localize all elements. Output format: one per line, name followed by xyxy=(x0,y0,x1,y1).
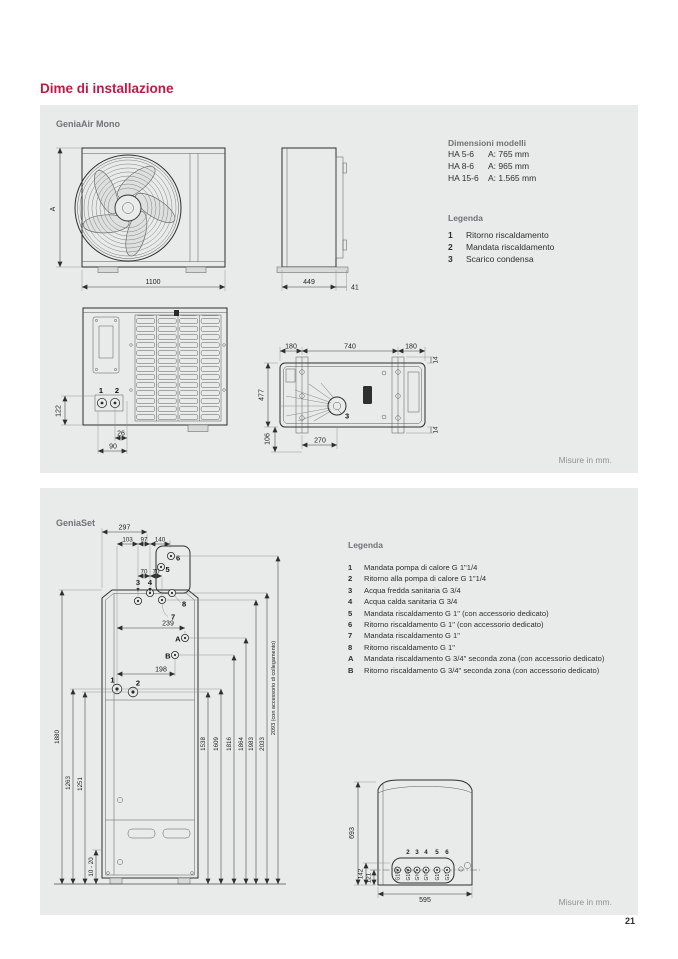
legend-item: A Mandata riscaldamento G 3/4" seconda zona (con accessorio dedicato) xyxy=(348,654,605,664)
point-3: 3 xyxy=(135,578,141,587)
legend-item: 7 Mandata riscaldamento G 1" xyxy=(348,631,460,641)
legend-item: 3 Scarico condensa xyxy=(448,254,534,264)
dim-1251: 1251 xyxy=(76,777,84,791)
pipe-size-4: G¾" xyxy=(424,870,430,881)
legend-item: 8 Ritorno riscaldamento G 1" xyxy=(348,642,455,652)
dim-14-top: 14 xyxy=(432,356,440,364)
dim-1983: 1983 xyxy=(247,737,255,751)
dim-2033: 2033 xyxy=(258,737,266,751)
geniaair-label: GeniaAir Mono xyxy=(56,119,121,129)
page-number: 21 xyxy=(624,916,635,926)
bottom-num-6: 6 xyxy=(445,849,449,856)
page-title: Dime di installazione xyxy=(40,81,174,96)
dim-1864: 1864 xyxy=(237,737,245,751)
legend-item: 2 Ritorno alla pompa di calore G 1"1/4 xyxy=(348,574,487,584)
legend-title: Legenda xyxy=(448,213,483,223)
front-view-fan-unit xyxy=(50,148,225,291)
model-row: HA 8-6 A: 965 mm xyxy=(448,161,530,171)
dim-14-bottom: 14 xyxy=(432,426,440,434)
legend-item: 4 Acqua calda sanitaria G 3/4 xyxy=(348,597,458,607)
dim-1538: 1538 xyxy=(199,737,207,751)
dim-122: 122 xyxy=(55,405,63,417)
dim-180-right: 180 xyxy=(405,343,417,351)
pipe-size-3: G¾" xyxy=(415,870,421,881)
dim-106: 106 xyxy=(264,433,272,445)
geniaset-bottom-view xyxy=(349,780,480,904)
legend-item: 3 Acqua fredda sanitaria G 3/4 xyxy=(348,585,461,595)
dim-121: 121 xyxy=(365,872,373,884)
bottom-num-3: 3 xyxy=(415,849,419,856)
legend-item: 6 Ritorno riscaldamento G 1" (con accessorio dedicato) xyxy=(348,620,544,630)
geniaset-front-view xyxy=(54,525,286,885)
point-2: 2 xyxy=(135,678,141,688)
dim-1880: 1880 xyxy=(53,730,61,744)
dim-width-1100: 1100 xyxy=(145,279,161,286)
point-6: 6 xyxy=(176,553,181,563)
dim-142: 142 xyxy=(357,868,365,880)
point-4: 4 xyxy=(147,578,153,587)
bottom-num-4: 4 xyxy=(424,849,428,856)
geniaset-panel xyxy=(40,488,638,915)
dim-595: 595 xyxy=(419,897,431,904)
dim-693: 693 xyxy=(349,827,356,839)
model-row: HA 15-6 A: 1.565 mm xyxy=(448,173,537,183)
dim-140: 140 xyxy=(154,536,166,544)
dim-239: 239 xyxy=(162,620,174,628)
dim-1263: 1263 xyxy=(64,776,72,790)
point-5: 5 xyxy=(165,565,170,574)
dim-297: 297 xyxy=(118,524,131,532)
dim-1816: 1816 xyxy=(225,737,233,751)
pipe-size-2: G1¼" xyxy=(406,867,412,881)
geniaset-legend xyxy=(348,540,636,676)
dim-477: 477 xyxy=(258,389,266,401)
dimensions-title: Dimensioni modelli xyxy=(448,138,526,148)
dim-270: 270 xyxy=(314,437,326,445)
legend-title: Legenda xyxy=(348,540,383,550)
dim-198: 198 xyxy=(155,666,167,674)
fan-icon xyxy=(75,153,181,263)
geniaair-info xyxy=(448,138,633,265)
point-8: 8 xyxy=(182,599,187,609)
pipe-size-6: G1" xyxy=(445,872,451,881)
point-7: 7 xyxy=(171,612,176,622)
back-view xyxy=(56,308,228,454)
dim-10-20: 10 - 20 xyxy=(87,857,95,877)
dim-180-left: 180 xyxy=(285,343,297,351)
model-row: HA 5-6 A: 765 mm xyxy=(448,149,530,159)
legend-item: 1 Ritorno riscaldamento xyxy=(448,230,549,240)
dim-740: 740 xyxy=(344,343,356,351)
dim-2093: 2093 (con accessorio di collegamento) xyxy=(270,640,277,736)
dim-103: 103 xyxy=(122,536,133,544)
dim-1609: 1609 xyxy=(212,737,220,751)
point-B: B xyxy=(165,651,171,661)
point-3: 3 xyxy=(345,411,350,421)
point-1: 1 xyxy=(110,675,115,685)
legend-item: 2 Mandata riscaldamento xyxy=(448,242,555,252)
point-A: A xyxy=(175,634,181,644)
legend-item: 1 Mandata pompa di calore G 1"1/4 xyxy=(348,563,478,572)
bottom-num-2: 2 xyxy=(406,849,410,856)
dim-70b: 70 xyxy=(152,568,160,576)
pipe-size-5: G1" xyxy=(435,872,441,881)
units-note: Misure in mm. xyxy=(558,897,612,907)
geniaair-panel xyxy=(40,105,638,473)
dim-height-a: A xyxy=(50,206,57,212)
bottom-num-5: 5 xyxy=(435,849,439,856)
dim-97: 97 xyxy=(140,536,148,544)
dim-26: 26 xyxy=(117,430,125,438)
legend-item: B Ritorno riscaldamento G 3/4" seconda zona (con accessorio dedicato) xyxy=(348,665,600,675)
point-1: 1 xyxy=(98,386,104,395)
geniaset-label: GeniaSet xyxy=(56,518,96,528)
legend-item: 5 Mandata riscaldamento G 1" (con accessorio dedicato) xyxy=(348,608,549,618)
side-view xyxy=(277,148,359,292)
dim-offset-41: 41 xyxy=(351,284,359,292)
point-2: 2 xyxy=(114,386,120,395)
dim-90: 90 xyxy=(109,443,117,451)
dim-depth-449: 449 xyxy=(303,279,315,286)
units-note: Misure in mm. xyxy=(558,455,612,465)
dim-70a: 70 xyxy=(140,568,148,576)
pipe-size-1: G1¼" xyxy=(395,867,402,881)
top-view xyxy=(259,344,440,453)
